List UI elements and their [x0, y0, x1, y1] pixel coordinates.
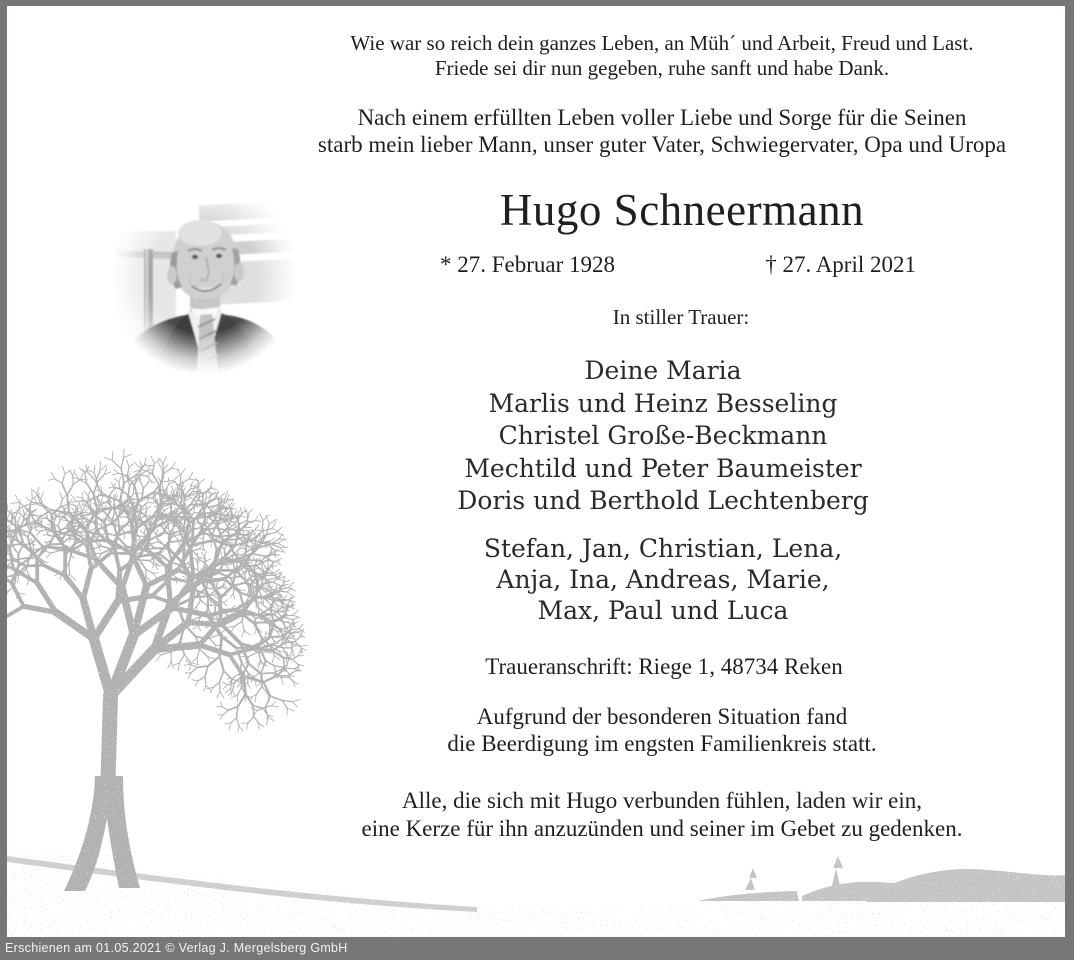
epigraph-line1: Wie war so reich dein ganzes Leben, an Müh´ und Arbeit, Freud und Last.	[350, 31, 974, 55]
family-member: Marlis und Heinz Besseling	[488, 388, 838, 418]
family-member: Deine Maria	[584, 356, 742, 385]
epigraph	[292, 31, 1032, 81]
invitation-line2: eine Kerze für ihn anzuzünden und seiner im Gebet zu gedenken.	[361, 815, 963, 841]
intro-text	[247, 104, 1065, 158]
family-member: Christel Große-Beckmann	[498, 421, 828, 450]
invitation-line1: Alle, die sich mit Hugo verbunden fühlen, laden wir ein,	[402, 788, 922, 813]
life-dates	[440, 252, 916, 278]
bare-tree-graphic	[7, 449, 307, 891]
candle-invitation	[292, 787, 1032, 842]
grandchildren-line: Max, Paul und Luca	[537, 596, 789, 625]
meadow-graphic	[7, 844, 1065, 937]
epigraph-line2: Friede sei dir nun gegeben, ruhe sanft und habe Dank.	[434, 56, 890, 80]
intro-line1: Nach einem erfüllten Leben voller Liebe und Sorge für die Seinen	[357, 105, 967, 130]
funeral-notice-line1: Aufgrund der besonderen Situation fand	[476, 704, 848, 729]
grandchildren-line: Stefan, Jan, Christian, Lena,	[483, 534, 843, 563]
family-list	[333, 355, 993, 518]
grandchildren-line: Anja, Ina, Andreas, Marie,	[496, 565, 830, 594]
birth-date: * 27. Februar 1928	[440, 252, 616, 277]
mourning-address: Traueranschrift: Riege 1, 48734 Reken	[485, 654, 843, 679]
deceased-name: Hugo Schneermann	[499, 185, 865, 235]
family-member: Doris und Berthold Lechtenberg	[457, 486, 869, 515]
mourning-heading: In stiller Trauer:	[612, 305, 750, 329]
funeral-notice-line2: die Beerdigung im engsten Familienkreis statt.	[447, 731, 877, 756]
meadow-slope-edge	[7, 856, 477, 912]
grandchildren-list	[333, 533, 993, 626]
tree-branches	[7, 449, 307, 781]
intro-line2: starb mein lieber Mann, unser guter Vater, Schwiegervater, Opa und Uropa	[317, 132, 1007, 157]
tree-trunk	[64, 776, 140, 891]
family-member: Mechtild und Peter Baumeister	[464, 453, 862, 483]
funeral-notice	[292, 703, 1032, 757]
obituary-card	[7, 6, 1065, 937]
horizon-hills	[697, 856, 1065, 902]
publisher-note: Erschienen am 01.05.2021 © Verlag J. Mergelsberg GmbH	[5, 941, 348, 955]
photo-fade-edge	[112, 189, 296, 377]
death-date: † 27. April 2021	[765, 252, 916, 277]
portrait-photo	[114, 191, 294, 375]
